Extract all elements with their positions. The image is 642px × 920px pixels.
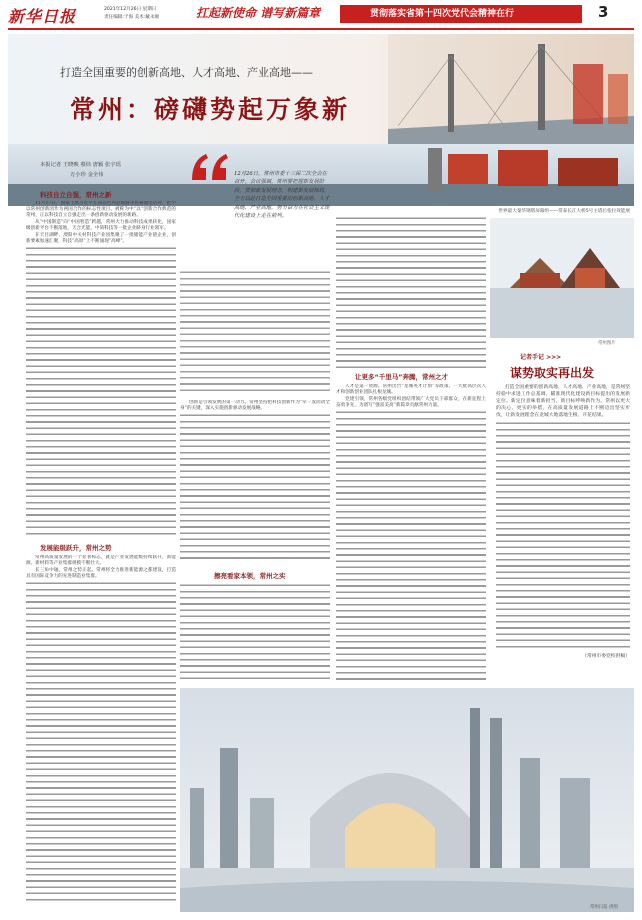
text-lines	[26, 581, 176, 901]
paragraph: 长三角中轴，常州之势正起。常州将全力推进新能源之都建设，打造具有国际竞争力的先进制造业集群。	[26, 568, 176, 580]
text-lines	[336, 216, 486, 372]
column-3	[336, 216, 486, 372]
paragraph: 在天目湖畔，溧阳中关村科技产业园集聚了一批储能产业链企业，创新要素加速汇聚，科技“高原”上不断涌现“高峰”。	[26, 233, 176, 245]
headline-title: 常州：磅礴势起万象新	[70, 95, 351, 124]
sidebar-title: 谋势取实再出发	[510, 366, 595, 380]
quote-mark	[190, 152, 230, 182]
pull-quote: 12月26日，常州市委十三届二次全会在召开。会议强调，常州要把握新发展阶段，贯彻新发展理念，构建新发展格局，全力以赴打造全国重要的创新高地、人才高地、产业高地，努力奋力在社会主义现代化建设上走在前列。	[234, 171, 330, 220]
paragraph: 人才是第一资源。常州出台“龙城英才计划”等政策，一大批高层次人才和创新创业团队扎根龙城。	[336, 384, 486, 396]
text-lines	[180, 583, 330, 683]
section-title-3: 擦亮看家本领，常州之实	[214, 572, 286, 580]
masthead-logo: 新华日报	[8, 7, 77, 26]
masthead-date: 2021年12月26日 星期日	[104, 7, 157, 12]
sidebar-photo	[490, 218, 634, 338]
masthead-rule	[8, 28, 634, 30]
bridge-photo	[388, 34, 634, 144]
section-title-4: 让更多“千里马”奔腾，常州之才	[355, 373, 449, 381]
paragraph: 从“中国制造”向“中国智造”跨越，常州大力推动科技成果转化，国家级创新平台不断落地，天合光能、中简科技等一批企业跻身行业领军。	[26, 220, 176, 232]
paragraph: 11月17日，国家主席习近平在同以色列总统赫尔佐格通电话时，把中以常州创新园作为两国合作的标志性项目。被称为中“以”创新合作典范的常州，正以科技自立自强走出一条创新驱动发展的新路。	[26, 201, 176, 219]
footer-credit: 常州日报 供图	[590, 905, 618, 910]
byline-reporters-2: 万小珍 金全伟	[70, 172, 104, 178]
sidebar-byline: 记者手记 >>>	[520, 354, 562, 361]
banner-left: 扛起新使命 谱写新篇章	[196, 6, 321, 20]
text-lines	[336, 410, 486, 684]
text-lines	[496, 421, 630, 651]
section-title-2: 发展能级跃升，常州之势	[40, 544, 112, 552]
cityscape-photo	[180, 688, 634, 912]
masthead	[0, 0, 642, 32]
banner-right: 贯彻落实省第十四次党代会精神在行	[370, 9, 515, 19]
banner-right-bar	[340, 5, 582, 23]
sidebar-photo-credit: 常州图片	[598, 341, 616, 346]
sidebar-text-box	[496, 384, 630, 684]
headline-block	[8, 34, 634, 144]
column-2-lower	[180, 583, 330, 683]
image-cluster	[180, 270, 330, 395]
column-3-lower	[336, 384, 486, 684]
text-lines	[180, 413, 330, 563]
masthead-editors: 责任编辑:于海 美术:戴永刚	[104, 15, 160, 20]
byline	[40, 160, 180, 178]
sidebar-text: 打造全国重要的创新高地、人才高地、产业高地，是常州坚持稳中求进工作总基调，瞄准现代化建设新目标提出的发展新定位。新定位意味着新担当，新目标呼唤新作为。常州以更大的决心、更实的举措，在高质量发展道路上不断迈出坚实步伐，让新发展理念在龙城大地落地生根、开花结果。	[496, 385, 630, 418]
paragraph: 党建引领，常州各级党组织团结带领广大党员干部群众，在新征程上奋勇争先，为谱写“强富美高”新篇章贡献常州力量。	[336, 397, 486, 409]
column-1	[26, 201, 176, 543]
byline-reporters: 本报记者 王晓映 蔡炜 唐颖 张宇瑶	[40, 162, 121, 168]
paragraph: 创新是引领发展的第一动力。常州坚持把科技创新作为“牵一发而动全身”的关键，深入实施创新驱动发展战略。	[180, 400, 330, 412]
column-1-lower	[26, 555, 176, 907]
photo-caption: 世界最大秦华钢塔屏幕组——常泰长江大桥5号主塔后张拉效能展	[498, 209, 630, 214]
paragraph: 常州高质量发展的一个显著标志，就是产业发展能级持续跃升，新能源、新材料等产业集群规模不断壮大。	[26, 555, 176, 567]
section-title-1: 科技自立自强，常州之新	[40, 191, 112, 199]
sidebar-author: （常州市委党校供稿）	[582, 654, 630, 659]
headline-subtitle: 打造全国重要的创新高地、人才高地、产业高地——	[60, 66, 313, 79]
text-lines	[26, 246, 176, 536]
page-number: 3	[598, 3, 609, 21]
column-2	[180, 400, 330, 568]
